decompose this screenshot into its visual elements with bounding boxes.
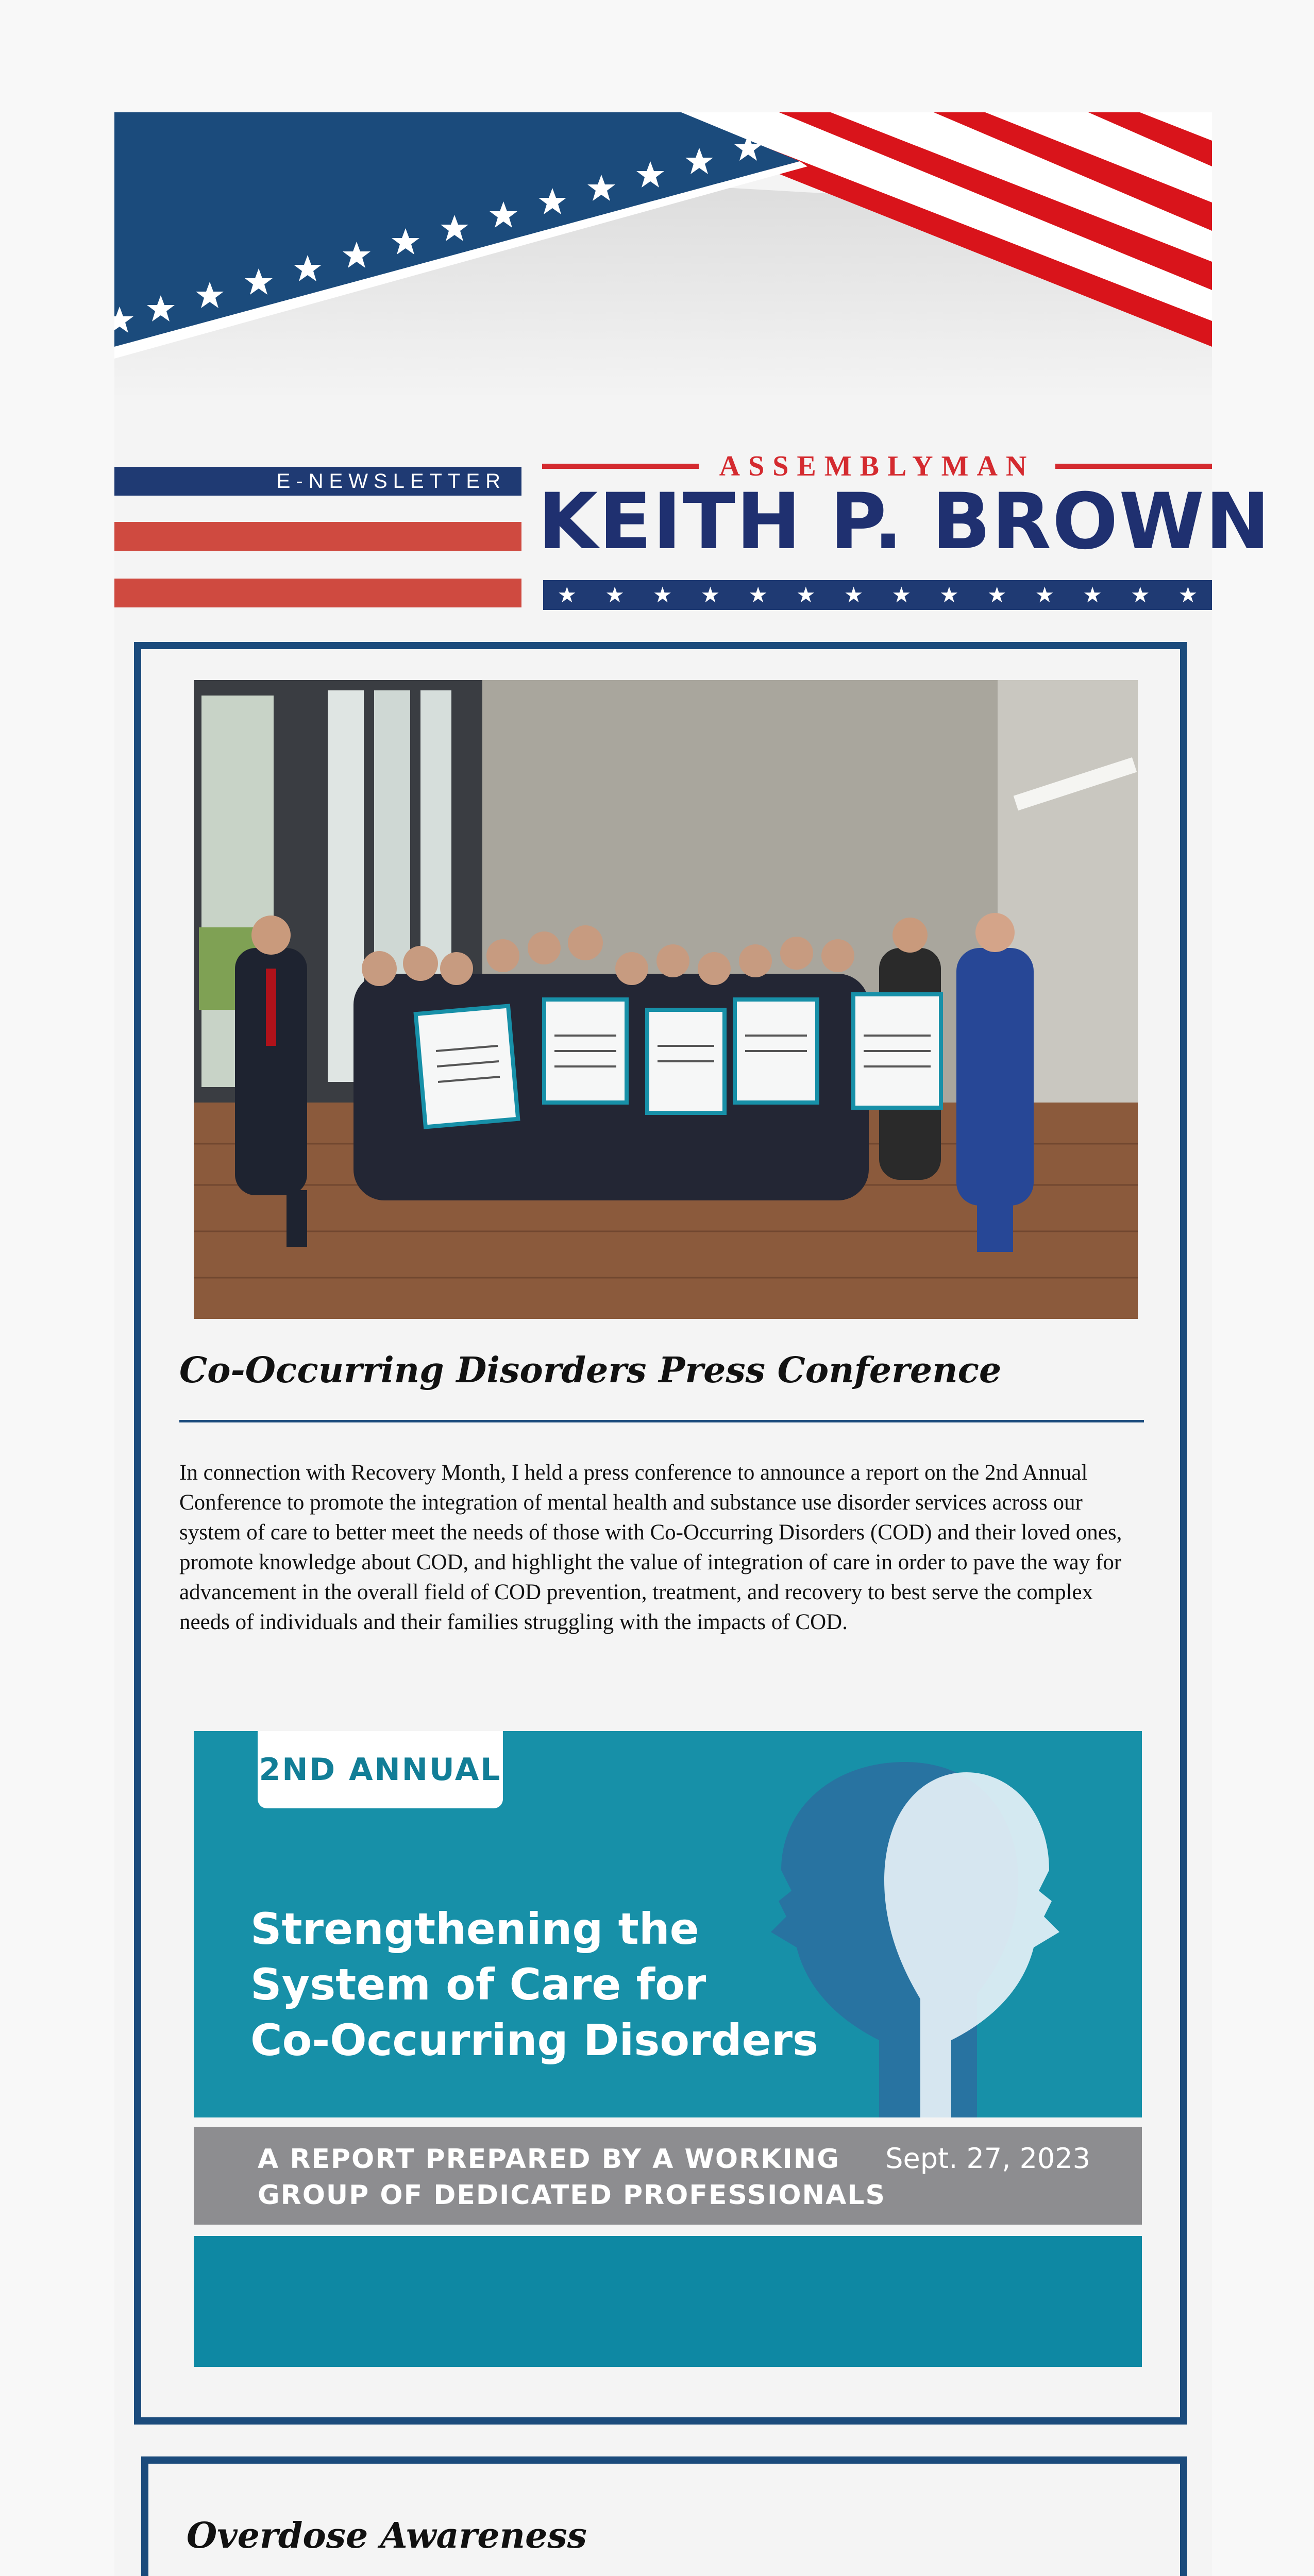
- report-title-line: System of Care for: [250, 1959, 706, 2010]
- report-subtitle-band: [194, 2127, 1142, 2225]
- red-stripe: [114, 522, 521, 551]
- star-icon: ★: [557, 584, 577, 607]
- star-icon: ★: [891, 584, 912, 607]
- group-photo: [194, 680, 1138, 1319]
- star-icon: ★: [652, 584, 672, 607]
- report-title-line: Strengthening the: [250, 1904, 699, 1954]
- star-icon: ★: [605, 584, 625, 607]
- report-cover-image: [194, 1731, 1142, 2367]
- star-icon: ★: [1178, 584, 1198, 607]
- newsletter-page: [114, 112, 1271, 2576]
- report-badge: 2ND ANNUAL: [258, 1731, 503, 1808]
- star-icon: ★: [987, 584, 1007, 607]
- office-label: ASSEMBLYMAN: [719, 450, 1035, 482]
- report-date: Sept. 27, 2023: [885, 2142, 1090, 2175]
- report-cover-bottom: [194, 2236, 1142, 2367]
- e-newsletter-label: E-NEWSLETTER: [114, 467, 521, 496]
- star-icon: ★: [796, 584, 816, 607]
- star-icon: ★: [700, 584, 720, 607]
- report-title-line: Co-Occurring Disorders: [250, 2015, 819, 2065]
- section-body: [179, 1458, 1148, 1667]
- overdose-awareness-section: [141, 2456, 1187, 2576]
- star-icon: ★: [748, 584, 768, 607]
- star-icon: ★: [1035, 584, 1055, 607]
- section-divider: [179, 1420, 1144, 1422]
- flag-banner: [114, 112, 1212, 401]
- star-icon: ★: [844, 584, 864, 607]
- section-heading: Overdose Awareness: [187, 2515, 587, 2556]
- report-cover-top: [194, 1731, 1142, 2117]
- report-subtitle: [258, 2141, 886, 2213]
- star-icon: ★: [1083, 584, 1102, 607]
- report-title: [250, 1901, 869, 2068]
- star-icon: ★: [939, 584, 959, 607]
- press-conference-section: [134, 642, 1187, 2425]
- star-bar: [543, 580, 1212, 610]
- report-subtitle-line: GROUP OF DEDICATED PROFESSIONALS: [258, 2180, 886, 2211]
- body-paragraph: In connection with Recovery Month, I held a press conference to announce a report on the 2nd Annual Conference to promote the integration of mental health and substance use disorder services across our system of care to better meet the needs of those with Co-Occurring Disorders (COD) and their loved ones, promote knowledge about COD, and highlight the value of integration of care in order to pave the way for advancement in the overall field of COD prevention, treatment, and recovery to best serve the complex needs of individuals and their families struggling with the impacts of COD.: [179, 1461, 1122, 1634]
- representative-name: KEITH P. BROWN: [538, 477, 1271, 567]
- star-icon: ★: [1130, 584, 1150, 607]
- red-stripe: [114, 579, 521, 607]
- report-subtitle-line: A REPORT PREPARED BY A WORKING: [258, 2144, 840, 2175]
- section-heading: Co-Occurring Disorders Press Conference: [179, 1350, 1002, 1391]
